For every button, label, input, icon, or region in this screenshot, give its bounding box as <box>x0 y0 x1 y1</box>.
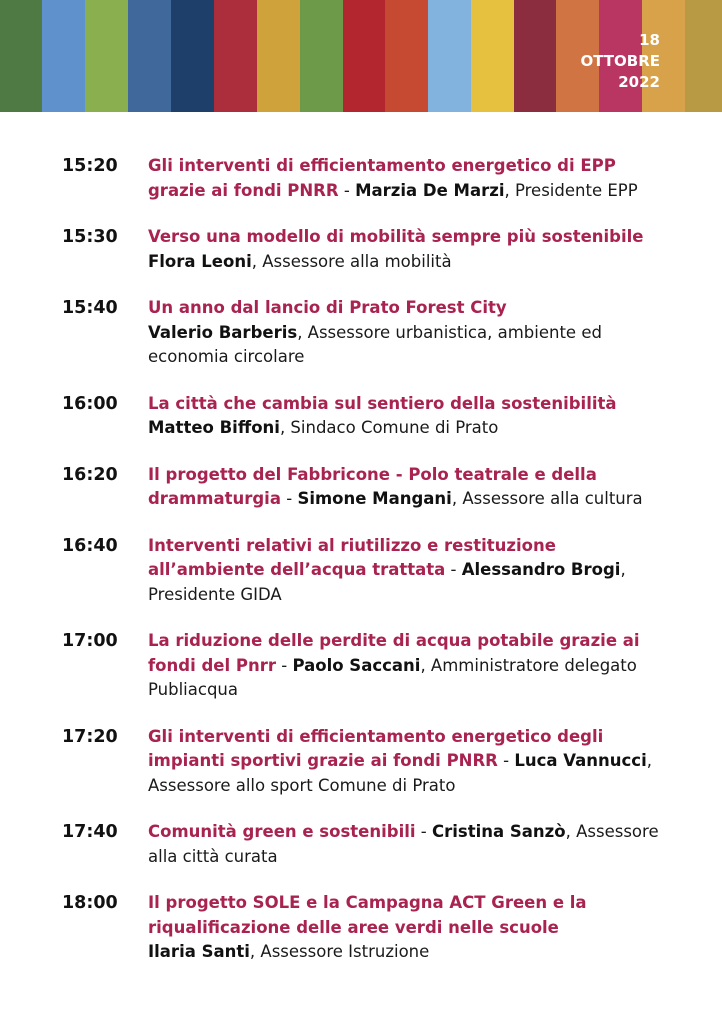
schedule-time: 15:40 <box>62 298 118 318</box>
session-title: Il progetto SOLE e la Campagna ACT Green e la riqualificazione delle aree verdi nelle scuole <box>148 893 587 937</box>
session-title: La città che cambia sul sentiero della sostenibilità <box>148 393 617 413</box>
session-title: Gli interventi di efficientamento energetico di EPP grazie ai fondi PNRR <box>148 156 616 200</box>
speaker-role: , Assessore allo sport Comune di Prato <box>148 751 652 795</box>
speaker-name: Simone Mangani <box>297 489 452 508</box>
schedule-item <box>62 225 672 274</box>
speaker-name: Luca Vannucci <box>514 751 647 770</box>
session-title: Verso una modello di mobilità sempre più sostenibile <box>148 227 644 246</box>
date-year: 2022 <box>618 73 660 91</box>
schedule-text <box>148 392 672 441</box>
schedule-text <box>148 725 672 799</box>
schedule-item <box>62 629 672 703</box>
session-title: La riduzione delle perdite di acqua potabile grazie ai fondi del Pnrr <box>148 631 640 675</box>
session-title: Comunità green e sostenibili <box>148 822 416 841</box>
session-title: Gli interventi di efficientamento energetico degli impianti sportivi grazie ai fondi PNRR <box>148 726 604 770</box>
color-stripe <box>343 0 385 112</box>
schedule-item <box>62 891 672 965</box>
color-stripe <box>214 0 257 112</box>
schedule-item <box>62 392 672 441</box>
schedule-text <box>148 296 672 370</box>
schedule-item <box>62 534 672 608</box>
separator: - <box>445 560 462 579</box>
color-stripe <box>85 0 128 112</box>
color-stripe <box>128 0 171 112</box>
speaker-name: Ilaria Santi <box>148 942 250 961</box>
speaker-name: Paolo Saccani <box>292 655 421 675</box>
speaker-role: , Assessore alla cultura <box>451 489 643 508</box>
separator: - <box>280 489 298 508</box>
date-month: OTTOBRE <box>580 52 660 70</box>
speaker-role: , Presidente EPP <box>504 180 638 200</box>
session-title: Un anno dal lancio di Prato Forest City <box>148 298 507 317</box>
schedule-time: 17:40 <box>62 822 118 842</box>
separator: - <box>276 655 293 675</box>
color-stripe <box>300 0 343 112</box>
schedule-item <box>62 296 672 370</box>
color-stripe <box>171 0 214 112</box>
separator: - <box>415 822 432 841</box>
color-stripe <box>0 0 42 112</box>
speaker-role: , Assessore alla mobilità <box>251 251 452 271</box>
color-stripe <box>385 0 428 112</box>
schedule-time: 18:00 <box>62 893 118 913</box>
event-date <box>580 30 660 93</box>
schedule-text <box>148 463 672 512</box>
color-stripe <box>257 0 300 112</box>
date-day: 18 <box>639 31 660 49</box>
schedule-text <box>148 154 672 203</box>
color-stripe <box>471 0 514 112</box>
speaker-name: Cristina Sanzò <box>432 822 566 841</box>
speaker-name: Marzia De Marzi <box>355 180 505 200</box>
schedule-item <box>62 725 672 799</box>
speaker-role: , Amministratore delegato Publiacqua <box>148 655 637 699</box>
schedule-time: 16:40 <box>62 535 118 556</box>
schedule-text <box>148 891 672 965</box>
speaker-role: , Assessore Istruzione <box>249 942 430 961</box>
speaker-role: , Assessore urbanistica, ambiente ed economia circolare <box>148 322 602 366</box>
schedule-text <box>148 820 672 869</box>
speaker-role: , Assessore alla città curata <box>148 822 659 866</box>
session-title: Interventi relativi al riutilizzo e restituzione all’ambiente dell’acqua trattata <box>148 535 556 579</box>
schedule-time: 17:20 <box>62 726 118 747</box>
speaker-name: Valerio Barberis <box>148 322 298 342</box>
speaker-role: , Presidente GIDA <box>148 560 626 604</box>
schedule-time: 15:30 <box>62 227 118 247</box>
speaker-name: Flora Leoni <box>148 251 252 271</box>
schedule-item <box>62 463 672 512</box>
color-stripe <box>42 0 85 112</box>
separator: - <box>497 751 515 770</box>
schedule-time: 15:20 <box>62 156 118 176</box>
schedule-item <box>62 154 672 203</box>
separator: - <box>338 180 356 200</box>
speaker-role: , Sindaco Comune di Prato <box>279 418 499 437</box>
schedule-time: 17:00 <box>62 631 118 651</box>
schedule-text <box>148 629 672 703</box>
schedule-time: 16:20 <box>62 464 118 485</box>
schedule-text <box>148 534 672 608</box>
schedule-time: 16:00 <box>62 393 118 414</box>
speaker-name: Alessandro Brogi <box>461 560 621 579</box>
color-stripe <box>428 0 471 112</box>
speaker-name: Matteo Biffoni <box>148 418 280 437</box>
schedule-item <box>62 820 672 869</box>
color-stripe <box>685 0 722 112</box>
schedule-list <box>62 154 672 987</box>
schedule-text <box>148 225 672 274</box>
color-stripe <box>514 0 556 112</box>
session-title: Il progetto del Fabbricone - Polo teatrale e della drammaturgia <box>148 464 597 508</box>
